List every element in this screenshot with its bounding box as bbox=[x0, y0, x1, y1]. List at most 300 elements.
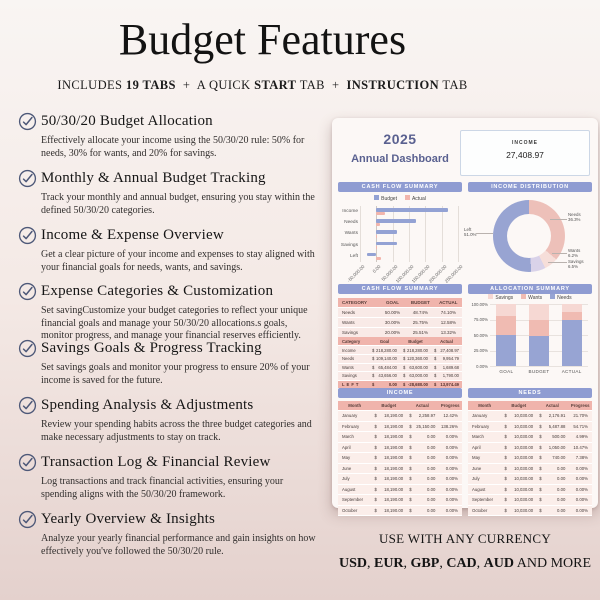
subtitle-segment: INSTRUCTION bbox=[346, 78, 440, 92]
subtitle-segment: TAB + bbox=[296, 78, 347, 92]
month-cell: June bbox=[342, 465, 352, 471]
legend-item: Needs bbox=[550, 294, 571, 301]
amount: 18,190.00 bbox=[384, 465, 404, 471]
x-axis-tick: 200,000.00 bbox=[427, 264, 448, 284]
amount: 65,484.00 bbox=[378, 364, 397, 370]
currency-cell bbox=[536, 413, 568, 418]
table-row bbox=[338, 443, 462, 454]
callout-line bbox=[550, 219, 567, 220]
dollar-sign: $ bbox=[374, 413, 377, 419]
amount: 0.00 bbox=[557, 497, 566, 503]
feature-heading-row bbox=[18, 339, 328, 358]
month-cell: March bbox=[342, 434, 354, 440]
amount: 9,954.79 bbox=[442, 356, 459, 362]
amount: 0.00 bbox=[427, 434, 436, 440]
cell: 13.32% bbox=[440, 330, 456, 335]
chart-legend bbox=[338, 195, 462, 202]
subtitle-segment: INCLUDES bbox=[57, 78, 126, 92]
income-distribution-donut-chart bbox=[464, 194, 592, 282]
currency-cell bbox=[536, 466, 568, 471]
amount: 0.00 bbox=[557, 465, 566, 471]
column-header: Month bbox=[478, 403, 492, 408]
bar-category-label: Left bbox=[349, 253, 358, 259]
amount: 10,030.00 bbox=[514, 507, 534, 513]
currency-cell bbox=[431, 373, 462, 378]
check-icon bbox=[18, 282, 37, 301]
currency-cell bbox=[406, 424, 438, 429]
currency-cell bbox=[371, 424, 406, 429]
month-cell: July bbox=[472, 476, 480, 482]
income-summary-box bbox=[460, 130, 590, 176]
progress-cell: 10.47% bbox=[573, 444, 588, 450]
amount: 0.00 bbox=[427, 476, 436, 482]
cash-flow-bar-chart bbox=[338, 194, 462, 282]
month-cell: August bbox=[472, 486, 486, 492]
page-subtitle bbox=[0, 78, 525, 93]
dollar-sign: $ bbox=[434, 382, 437, 388]
amount: 18,190.00 bbox=[384, 434, 404, 440]
table-row bbox=[468, 453, 592, 464]
category-cell: Needs bbox=[342, 356, 355, 362]
column-header: Actual bbox=[440, 338, 453, 344]
y-axis-tick: 0.00% bbox=[476, 363, 488, 369]
currency-cell bbox=[501, 445, 536, 450]
progress-cell: 0.00% bbox=[445, 455, 458, 461]
currency-cell bbox=[501, 413, 536, 418]
cell: Wants bbox=[342, 320, 355, 325]
table-row bbox=[468, 495, 592, 506]
table-row bbox=[468, 422, 592, 433]
currency-code: USD bbox=[338, 556, 367, 571]
dashboard-year: 2025 bbox=[383, 131, 417, 147]
gridline bbox=[442, 206, 443, 262]
table-row bbox=[468, 506, 592, 517]
feature-title: 50/30/20 Budget Allocation bbox=[41, 113, 213, 129]
dollar-sign: $ bbox=[374, 476, 377, 482]
dollar-sign: $ bbox=[539, 497, 542, 503]
table-row bbox=[338, 355, 462, 364]
feature-description: Log transactions and track financial activities, ensuring your spending aligns with the 50/30/20 framework. bbox=[41, 476, 284, 500]
month-cell: May bbox=[342, 455, 351, 461]
dollar-sign: $ bbox=[539, 413, 542, 419]
currency-code: EUR bbox=[373, 556, 404, 571]
amount: 1,689.68 bbox=[442, 364, 459, 370]
feature-item bbox=[18, 226, 328, 274]
gridline bbox=[490, 366, 588, 367]
column-header: Actual bbox=[545, 403, 559, 408]
month-cell: February bbox=[472, 423, 490, 429]
dollar-sign: $ bbox=[409, 423, 412, 429]
dollar-sign: $ bbox=[434, 356, 437, 362]
currency-cell bbox=[400, 382, 431, 387]
table-row bbox=[338, 318, 462, 328]
currency-cell bbox=[406, 497, 438, 502]
currency-cell bbox=[536, 434, 568, 439]
table-header-row bbox=[338, 401, 462, 411]
feature-item bbox=[18, 339, 328, 387]
table-row bbox=[338, 346, 462, 355]
currency-code: , bbox=[403, 556, 411, 571]
table-header-row bbox=[468, 401, 592, 411]
dollar-sign: $ bbox=[539, 486, 542, 492]
feature-heading-row bbox=[18, 510, 328, 529]
dollar-sign: $ bbox=[434, 364, 437, 370]
dollar-sign: $ bbox=[374, 423, 377, 429]
column-header: Month bbox=[348, 403, 362, 408]
dollar-sign: $ bbox=[504, 507, 507, 513]
callout-line bbox=[476, 233, 493, 234]
dollar-sign: $ bbox=[372, 356, 375, 362]
dollar-sign: $ bbox=[374, 497, 377, 503]
feature-item bbox=[18, 169, 328, 217]
cell: Savings bbox=[342, 330, 359, 335]
amount: 5,487.88 bbox=[548, 423, 566, 429]
progress-cell: 21.70% bbox=[573, 413, 588, 419]
donut-slice-label: Left 51.0% bbox=[464, 227, 477, 238]
dollar-sign: $ bbox=[504, 476, 507, 482]
amount: 0.00 bbox=[427, 497, 436, 503]
amount: 218,280.00 bbox=[376, 347, 397, 353]
table-row bbox=[338, 474, 462, 485]
currency-cell bbox=[371, 445, 406, 450]
dollar-sign: $ bbox=[409, 465, 412, 471]
dollar-sign: $ bbox=[539, 423, 542, 429]
cell: 25.75% bbox=[412, 320, 429, 325]
amount: 18,190.00 bbox=[384, 444, 404, 450]
dollar-sign: $ bbox=[409, 486, 412, 492]
bar bbox=[376, 235, 377, 238]
y-axis-tick: 75.00% bbox=[473, 317, 488, 322]
currency-cell bbox=[406, 476, 438, 481]
currency-cell bbox=[406, 487, 438, 492]
x-axis-tick: 250,000.00 bbox=[443, 264, 464, 284]
amount: 18,190.00 bbox=[384, 476, 404, 482]
bar bbox=[376, 257, 381, 260]
month-cell: August bbox=[342, 486, 356, 492]
table-row bbox=[468, 485, 592, 496]
column-header: Actual bbox=[415, 403, 429, 408]
progress-cell: 0.00% bbox=[575, 507, 588, 513]
month-cell: October bbox=[472, 507, 488, 513]
dollar-sign: $ bbox=[374, 434, 377, 440]
x-axis-tick: -50,000.00 bbox=[346, 264, 366, 284]
dollar-sign: $ bbox=[504, 497, 507, 503]
progress-cell: 0.00% bbox=[445, 465, 458, 471]
page-title: Budget Features bbox=[118, 15, 407, 64]
cell: 30.00% bbox=[384, 320, 401, 325]
cell: Needs bbox=[342, 310, 356, 315]
currency-cell bbox=[371, 508, 406, 513]
currency-cell bbox=[501, 466, 536, 471]
cell: 74.10% bbox=[440, 310, 456, 315]
currency-cell bbox=[501, 424, 536, 429]
amount: 10,030.00 bbox=[514, 455, 534, 461]
currency-cell bbox=[369, 382, 400, 387]
month-cell: October bbox=[342, 507, 358, 513]
dollar-sign: $ bbox=[374, 465, 377, 471]
income-monthly-table bbox=[338, 401, 462, 516]
dollar-sign: $ bbox=[539, 507, 542, 513]
legend-swatch bbox=[550, 294, 555, 299]
column-header: Progress bbox=[440, 403, 460, 408]
amount: 25,150.00 bbox=[416, 423, 436, 429]
dollar-sign: $ bbox=[403, 373, 406, 379]
subtitle-segment: + A QUICK bbox=[175, 78, 255, 92]
bar-category-label: Wants bbox=[344, 231, 358, 237]
donut-slice-label: Needs 36.3% bbox=[568, 212, 581, 223]
stacked-chart-plot bbox=[471, 301, 588, 374]
amount: 0.00 bbox=[427, 455, 436, 461]
dollar-sign: $ bbox=[504, 423, 507, 429]
feature-title: Income & Expense Overview bbox=[41, 227, 224, 243]
cell: 12.58% bbox=[440, 320, 456, 325]
progress-cell: 54.71% bbox=[573, 423, 588, 429]
amount: 120,360.00 bbox=[407, 356, 428, 362]
stacked-segment bbox=[562, 320, 582, 366]
currency-cell bbox=[371, 497, 406, 502]
band-cash-flow-summary-2: CASH FLOW SUMMARY bbox=[338, 284, 462, 294]
progress-cell: 0.00% bbox=[445, 476, 458, 482]
band-needs-table: NEEDS bbox=[468, 388, 592, 398]
column-header: Budget bbox=[511, 403, 527, 408]
currency-cell bbox=[431, 348, 462, 353]
callout-line bbox=[552, 253, 567, 254]
amount: 10,030.00 bbox=[514, 413, 534, 419]
currency-cell bbox=[501, 476, 536, 481]
currency-code: , bbox=[439, 556, 447, 571]
donut-slice-label: Savings 6.5% bbox=[568, 259, 584, 270]
amount: 43,656.00 bbox=[378, 373, 397, 379]
feature-title: Yearly Overview & Insights bbox=[41, 511, 216, 527]
table-row bbox=[468, 411, 592, 422]
progress-cell: 0.00% bbox=[445, 497, 458, 503]
stacked-segment bbox=[529, 320, 549, 336]
feature-title: Monthly & Annual Budget Tracking bbox=[41, 170, 266, 186]
bar bbox=[376, 223, 379, 226]
dollar-sign: $ bbox=[372, 382, 375, 388]
y-axis-tick: 25.00% bbox=[473, 348, 488, 353]
dollar-sign: $ bbox=[372, 373, 375, 379]
dollar-sign: $ bbox=[434, 373, 437, 379]
table-row bbox=[338, 485, 462, 496]
currency-cell bbox=[371, 487, 406, 492]
progress-cell: 4.99% bbox=[575, 434, 588, 440]
feature-title: Savings Goals & Progress Tracking bbox=[41, 340, 262, 356]
dollar-sign: $ bbox=[409, 476, 412, 482]
currency-cell bbox=[371, 413, 406, 418]
stacked-segment bbox=[496, 304, 516, 316]
legend-swatch bbox=[405, 195, 410, 200]
category-cell: Income bbox=[342, 347, 356, 353]
month-cell: June bbox=[472, 465, 482, 471]
progress-cell: 0.00% bbox=[445, 444, 458, 450]
currency-note bbox=[332, 531, 598, 572]
currency-cell bbox=[406, 413, 438, 418]
x-axis-tick: 50,000.00 bbox=[380, 264, 399, 282]
dollar-sign: $ bbox=[409, 434, 412, 440]
dollar-sign: $ bbox=[539, 434, 542, 440]
currency-cell bbox=[501, 508, 536, 513]
feature-heading-row bbox=[18, 396, 328, 415]
amount: 0.00 bbox=[557, 507, 566, 513]
amount: 10,030.00 bbox=[514, 423, 534, 429]
column-header: GOAL bbox=[386, 300, 400, 305]
legend-item: Actual bbox=[405, 195, 426, 202]
bar-category-label: Income bbox=[342, 209, 358, 214]
dollar-sign: $ bbox=[409, 497, 412, 503]
progress-cell: 0.00% bbox=[575, 486, 588, 492]
dollar-sign: $ bbox=[504, 465, 507, 471]
income-box-label: INCOME bbox=[512, 140, 538, 146]
amount: 0.00 bbox=[557, 486, 566, 492]
feature-item bbox=[18, 453, 328, 501]
x-category-label: BUDGET bbox=[528, 369, 550, 374]
currency-cell bbox=[371, 476, 406, 481]
category-cell: Wants bbox=[342, 364, 354, 370]
legend-item: Wants bbox=[521, 294, 542, 301]
dollar-sign: $ bbox=[539, 476, 542, 482]
currency-note-line2 bbox=[332, 556, 598, 572]
category-cell: LEFT bbox=[342, 382, 361, 388]
dollar-sign: $ bbox=[504, 434, 507, 440]
currency-cell bbox=[431, 356, 462, 361]
amount: -28,680.00 bbox=[407, 382, 428, 388]
check-icon bbox=[18, 112, 37, 131]
income-box-value: 27,408.97 bbox=[506, 150, 544, 160]
stacked-segment bbox=[562, 312, 582, 320]
callout-line bbox=[548, 262, 567, 263]
legend-item: Savings bbox=[488, 294, 513, 301]
progress-cell: 0.00% bbox=[445, 486, 458, 492]
amount: 2,176.91 bbox=[548, 413, 566, 419]
amount: 63,600.00 bbox=[409, 364, 428, 370]
column-header: Progress bbox=[570, 403, 590, 408]
x-axis-tick: 150,000.00 bbox=[411, 264, 431, 284]
currency-cell bbox=[431, 382, 462, 387]
check-icon bbox=[18, 226, 37, 245]
donut-slice-label: Wants 6.2% bbox=[568, 248, 581, 259]
bar-category-label: Needs bbox=[344, 220, 358, 226]
stacked-column bbox=[562, 304, 582, 366]
amount: 1,790.00 bbox=[442, 373, 459, 379]
feature-title: Transaction Log & Financial Review bbox=[41, 454, 271, 470]
column-header: Budget bbox=[408, 338, 423, 344]
amount: 18,190.00 bbox=[384, 497, 404, 503]
table-header-row bbox=[338, 298, 462, 308]
currency-cell bbox=[406, 466, 438, 471]
currency-cell bbox=[369, 365, 400, 370]
feature-description: Set savingCustomize your budget categories to reflect your unique financial goals and manage your 50/30/20 allocations.s goals, monitor progress, and manage your financial reserves efficiently. bbox=[41, 305, 308, 341]
band-income-table: INCOME bbox=[338, 388, 462, 398]
amount: 13,974.49 bbox=[440, 382, 459, 388]
x-axis-tick: 0.00 bbox=[371, 264, 382, 274]
dollar-sign: $ bbox=[372, 347, 375, 353]
stacked-column bbox=[496, 304, 516, 366]
table-header-row bbox=[338, 337, 462, 346]
progress-cell: 0.00% bbox=[575, 476, 588, 482]
month-cell: May bbox=[472, 455, 481, 461]
bar bbox=[376, 246, 377, 249]
cell: 50.00% bbox=[384, 310, 401, 315]
feature-description: Set savings goals and monitor your progress to ensure 20% of your income is saved for the future. bbox=[41, 362, 310, 386]
y-axis-tick: 100.00% bbox=[471, 301, 488, 307]
currency-cell bbox=[400, 356, 431, 361]
amount: 10,030.00 bbox=[514, 444, 534, 450]
dollar-sign: $ bbox=[434, 347, 437, 353]
currency-code: , bbox=[366, 556, 374, 571]
category-cell: Savings bbox=[342, 373, 357, 379]
bar bbox=[376, 242, 397, 246]
table-row bbox=[338, 506, 462, 517]
currency-cell bbox=[369, 373, 400, 378]
subtitle-segment: START bbox=[254, 78, 297, 92]
dollar-sign: $ bbox=[409, 444, 412, 450]
feature-title: Spending Analysis & Adjustments bbox=[41, 397, 254, 413]
amount: 18,190.00 bbox=[384, 507, 404, 513]
amount: 109,140.00 bbox=[376, 356, 397, 362]
y-axis-tick: 50.00% bbox=[473, 332, 488, 338]
column-header: CATEGORY bbox=[342, 300, 368, 305]
x-axis-tick: 100,000.00 bbox=[394, 264, 415, 284]
month-cell: April bbox=[342, 444, 351, 450]
month-cell: January bbox=[342, 413, 358, 419]
dollar-sign: $ bbox=[374, 507, 377, 513]
dollar-sign: $ bbox=[409, 507, 412, 513]
feature-heading-row bbox=[18, 112, 328, 131]
chart-legend bbox=[468, 294, 592, 301]
amount: 740.00 bbox=[552, 455, 566, 461]
amount: 10,030.00 bbox=[514, 465, 534, 471]
amount: 0.00 bbox=[427, 465, 436, 471]
table-row bbox=[468, 474, 592, 485]
currency-cell bbox=[536, 476, 568, 481]
bar-chart-plot bbox=[340, 206, 458, 262]
allocation-stacked-chart bbox=[468, 294, 592, 382]
dollar-sign: $ bbox=[539, 455, 542, 461]
table-row bbox=[338, 411, 462, 422]
amount: 10,030.00 bbox=[514, 497, 534, 503]
table-row bbox=[338, 364, 462, 373]
bar bbox=[376, 219, 415, 223]
currency-cell bbox=[536, 445, 568, 450]
month-cell: March bbox=[472, 434, 484, 440]
table-row bbox=[338, 464, 462, 475]
progress-cell: 0.00% bbox=[575, 497, 588, 503]
band-cash-flow-summary: CASH FLOW SUMMARY bbox=[338, 182, 462, 192]
legend-item: Budget bbox=[374, 195, 397, 202]
amount: 18,190.00 bbox=[384, 413, 404, 419]
currency-cell bbox=[536, 508, 568, 513]
month-cell: April bbox=[472, 444, 481, 450]
gridline bbox=[425, 206, 426, 262]
feature-heading-row bbox=[18, 282, 328, 301]
gridline bbox=[458, 206, 459, 262]
progress-cell: 0.00% bbox=[575, 465, 588, 471]
amount: 18,190.00 bbox=[384, 423, 404, 429]
amount: 2,258.97 bbox=[418, 413, 436, 419]
amount: 27,408.97 bbox=[440, 347, 459, 353]
dollar-sign: $ bbox=[504, 444, 507, 450]
amount: 1,050.00 bbox=[548, 444, 566, 450]
progress-cell: 7.38% bbox=[575, 455, 588, 461]
column-header: ACTUAL bbox=[439, 300, 458, 305]
currency-cell bbox=[431, 365, 462, 370]
dollar-sign: $ bbox=[504, 413, 507, 419]
amount: 10,030.00 bbox=[514, 434, 534, 440]
column-header: BUDGET bbox=[410, 300, 430, 305]
cell: 48.74% bbox=[412, 310, 429, 315]
feature-description: Effectively allocate your income using the 50/30/20 rule: 50% for needs, 30% for wants, and 20% for savings. bbox=[41, 135, 305, 159]
